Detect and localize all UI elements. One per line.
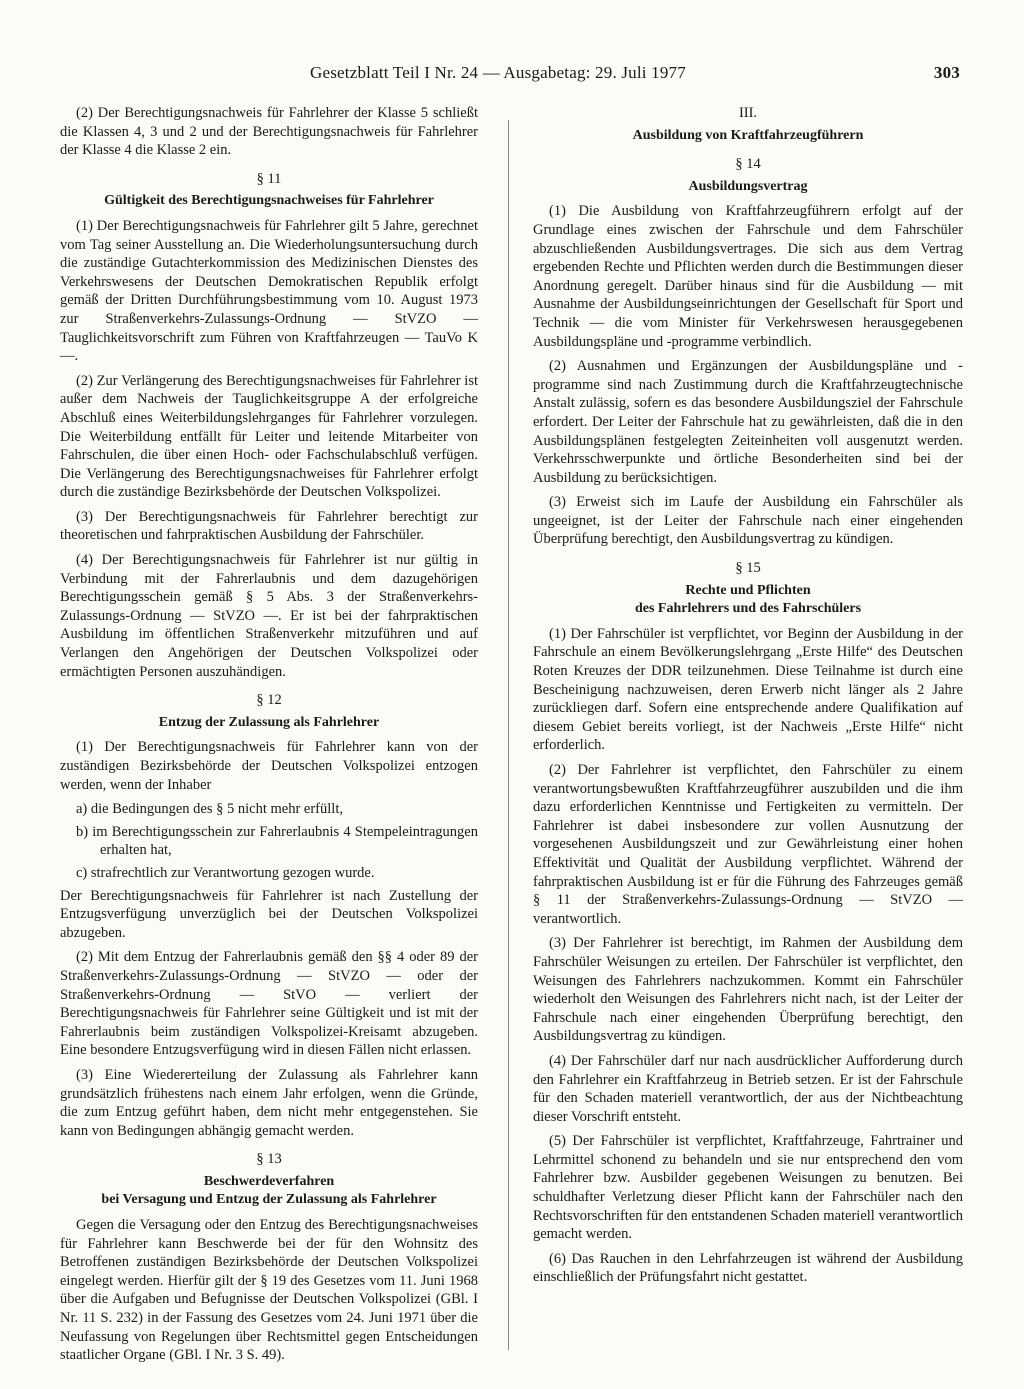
- section-number: § 11: [256, 170, 282, 187]
- paragraph: (1) Der Berechtigungsnachweis für Fahrlehrer kann von der zuständigen Bezirksbehörde der Deutschen Volkspolizei entzogen werden, wenn der Inhaber: [60, 739, 478, 793]
- section-heading: Ausbildungsvertrag: [688, 178, 808, 194]
- paragraph: (6) Das Rauchen in den Lehrfahrzeugen ist während der Ausbildung einschließlich der Prüfungsfahrt nicht gestattet.: [533, 1250, 963, 1286]
- paragraph: (2) Der Fahrlehrer ist verpflichtet, den Fahrschüler zu einem verantwortungsbewußten Kraftfahrzeugführer auszubilden und die ihm dazu erforderlichen Kenntnisse und Fertigkeiten zu vermitteln. Der Fahrlehrer ist dabei insbesondere zur vollen Ausnutzung der vorgesehenen Ausbildungszeit und zur Gewährleistung einer hohen Effektivität und Qualität der Ausbildung verpflichtet. Während der fahrpraktischen Ausbildung ist er für die Führung des Fahrzeuges gemäß § 11 der Straßenverkehrs-Zulassungs-Ordnung — StVZO — verantwortlich.: [533, 762, 963, 927]
- paragraph: (4) Der Fahrschüler darf nur nach ausdrücklicher Aufforderung durch den Fahrlehrer ein Kraftfahrzeug in Betrieb setzen. Er ist der Fahrschule für den Schaden materiell verantwortlich, der aus der Nichtbeachtung dieser Vorschrift entsteht.: [533, 1052, 963, 1125]
- section-heading: Entzug der Zulassung als Fahrlehrer: [158, 714, 380, 730]
- list-item: c) strafrechtlich zur Verantwortung gezogen wurde.: [76, 864, 375, 881]
- paragraph: (4) Der Berechtigungsnachweis für Fahrlehrer ist nur gültig in Verbindung mit der Fahrerlaubnis und dem dazugehörigen Berechtigungsschein gemäß § 5 Abs. 3 der Straßenverkehrs-Zulassungs-Ordnung — StVZO —. Er ist bei der fahrpraktischen Ausbildung im öffentlichen Straßenverkehr mitzuführen und auf Verlangen den Angehörigen der Deutschen Volkspolizei oder ermächtigten Personen auszuhändigen.: [60, 552, 478, 680]
- section-heading: Gültigkeit des Berechtigungsnachweises für Fahrlehrer: [104, 193, 434, 209]
- column-divider: [508, 120, 509, 1350]
- paragraph: (5) Der Fahrschüler ist verpflichtet, Kraftfahrzeuge, Fahrtrainer und Lehrmittel schonend zu behandeln und sie nur entsprechend den vom Fahrlehrer bzw. Ausbilder gegebenen Weisungen zu benutzen. Bei schuldhafter Verletzung dieser Pflicht kann der Fahrschüler nach den Rechtsvorschriften für den entstandenen Schaden materiell verantwortlich gemacht werden.: [533, 1133, 964, 1243]
- page-header: [300, 62, 960, 84]
- paragraph: Der Berechtigungsnachweis für Fahrlehrer ist nach Zustellung der Entzugsverfügung unverzüglich bei der Deutschen Volkspolizei abzugeben.: [60, 887, 478, 941]
- part-title: Ausbildung von Kraftfahrzeugführern: [632, 127, 864, 143]
- section-number: § 13: [256, 1151, 282, 1168]
- paragraph: (2) Zur Verlängerung des Berechtigungsnachweises für Fahrlehrer ist außer dem Nachweis der Tauglichkeitsgruppe A der erfolgreiche Abschluß eines Weiterbildungslehrganges für Fahrlehrer vorzulegen. Die Weiterbildung entfällt für Leiter und leitende Mitarbeiter von Fahrschulen, die über einen Hoch- oder Fachschulabschluß verfügen. Die Verlängerung des Berechtigungsnachweises für Fahrlehrer erfolgt durch die zuständige Bezirksbehörde der Deutschen Volkspolizei.: [60, 372, 478, 501]
- list-item: b) im Berechtigungsschein zur Fahrerlaubnis 4 Stempeleintragungen erhalten hat,: [76, 823, 478, 859]
- section-number: § 12: [256, 692, 282, 709]
- page-number: 303: [933, 63, 960, 82]
- paragraph: Gegen die Versagung oder den Entzug des Berechtigungsnachweises für Fahrlehrer kann Beschwerde bei der für den Wohnsitz des Betroffenen zuständigen Bezirksbehörde der Deutschen Volkspolizei eingelegt werden. Hierfür gilt der § 19 des Gesetzes vom 11. Juni 1968 über die Aufgaben und Befugnisse der Deutschen Volkspolizei (GBl. I Nr. 11 S. 232) in der Fassung des Gesetzes vom 24. Juni 1971 über die Neufassung von Regelungen über Rechtsmittel gegen Entscheidungen staatlicher Organe (GBl. I Nr. 3 S. 49).: [60, 1217, 478, 1364]
- section-number: § 15: [735, 560, 761, 577]
- section-subheading: des Fahrlehrers und des Fahrschülers: [634, 601, 862, 617]
- paragraph: (2) Mit dem Entzug der Fahrerlaubnis gemäß den §§ 4 oder 89 der Straßenverkehrs-Zulassungs-Ordnung — StVZO — oder der Straßenverkehrs-Ordnung — StVO — verliert der Berechtigungsnachweis für Fahrlehrer seine Gültigkeit und ist mit der Fahrerlaubnis beim zuständigen Volkspolizei-Kreisamt abzugeben. Eine besondere Entzugsverfügung wird in diesen Fällen nicht erlassen.: [60, 949, 478, 1059]
- paragraph: (3) Eine Wiedererteilung der Zulassung als Fahrlehrer kann grundsätzlich frühestens nach einem Jahr erfolgen, wenn die Gründe, die zum Entzug geführt haben, dem nicht mehr entgegenstehen. Sie kann von Bedingungen abhängig gemacht werden.: [60, 1066, 478, 1139]
- section-heading: Rechte und Pflichten: [685, 582, 811, 598]
- header-title: Gesetzblatt Teil I Nr. 24 — Ausgabetag: 29. Juli 1977: [310, 63, 686, 82]
- left-column: [60, 104, 478, 1371]
- paragraph: (1) Die Ausbildung von Kraftfahrzeugführern erfolgt auf der Grundlage eines zwischen der Fahrschule und dem Fahrschüler abzuschließenden Ausbildungsvertrages. Die sich aus dem Vertrag ergebenden Rechte und Pflichten werden durch die Bestimmungen dieser Anordnung geregelt. Darüber hinaus sind für die Ausbildung — mit Ausnahme der Ausbildungseinrichtungen der Gesellschaft für Sport und Technik — die vom Minister für Verkehrswesen herausgegebenen Ausbildungspläne und -programme verbindlich.: [533, 203, 963, 350]
- paragraph: (2) Der Berechtigungsnachweis für Fahrlehrer der Klasse 5 schließt die Klassen 4, 3 und 2 und der Berechtigungsnachweis für Fahrlehrer der Klasse 4 die Klasse 2 ein.: [60, 105, 478, 159]
- section-subheading: bei Versagung und Entzug der Zulassung als Fahrlehrer: [101, 1192, 437, 1208]
- section-number: § 14: [735, 156, 761, 173]
- list-item: a) die Bedingungen des § 5 nicht mehr erfüllt,: [76, 801, 343, 818]
- right-column: [533, 104, 963, 1293]
- paragraph: (3) Der Fahrlehrer ist berechtigt, im Rahmen der Ausbildung dem Fahrschüler Weisungen zu erteilen. Der Fahrschüler ist verpflichtet, den Weisungen des Fahrlehrers nachzukommen. Kommt ein Fahrschüler wiederholt den Weisungen des Fahrlehrers nicht nach, ist der Leiter der Fahrschule nach einer eingehenden Überprüfung berechtigt, den Ausbildungsvertrag zu kündigen.: [533, 935, 963, 1045]
- paragraph: (2) Ausnahmen und Ergänzungen der Ausbildungspläne und -programme sind nach Zustimmung durch die Kraftfahrzeugtechnische Anstalt zulässig, sofern es das besondere Ausbildungsziel der Fahrschule erfordert. Der Leiter der Fahrschule hat zu gewährleisten, daß die in den Ausbildungsplänen festgelegten Zeiteinheiten voll ausgenutzt werden. Verkehrsschwerpunkte und örtliche Besonderheiten sind bei der Ausbildung zu berücksichtigen.: [533, 358, 963, 486]
- paragraph: (3) Der Berechtigungsnachweis für Fahrlehrer berechtigt zur theoretischen und fahrpraktischen Ausbildung der Fahrschüler.: [60, 508, 478, 544]
- paragraph: (3) Erweist sich im Laufe der Ausbildung ein Fahrschüler als ungeeignet, ist der Leiter der Fahrschule nach einer eingehenden Überprüfung berechtigt, den Ausbildungsvertrag zu kündigen.: [533, 494, 963, 548]
- section-heading: Beschwerdeverfahren: [203, 1173, 335, 1189]
- part-number: III.: [738, 105, 758, 121]
- paragraph: (1) Der Fahrschüler ist verpflichtet, vor Beginn der Ausbildung in der Fahrschule an einem Bevölkerungslehrgang „Erste Hilfe“ des Deutschen Roten Kreuzes der DDR teilzunehmen. Diese Teilnahme ist durch eine Bescheinigung nachzuweisen, deren Erwerb nicht länger als 2 Jahre zurückliegen darf. Sofern eine entsprechende andere Qualifikation auf diesem Gebiet bereits vorliegt, ist der Nachweis „Erste Hilfe“ nicht erforderlich.: [533, 625, 963, 754]
- paragraph: (1) Der Berechtigungsnachweis für Fahrlehrer gilt 5 Jahre, gerechnet vom Tag seiner Ausstellung an. Die Wiederholungsuntersuchung durch die zuständige Gutachterkommission des Medizinischen Dienstes des Verkehrswesens der Deutschen Demokratischen Republik erfolgt gemäß der Dritten Durchführungsbestimmung vom 10. August 1973 zur Straßenverkehrs-Zulassungs-Ordnung — StVZO — Tauglichkeitsvorschrift zum Führen von Kraftfahrzeugen — TauVo K —.: [60, 217, 478, 365]
